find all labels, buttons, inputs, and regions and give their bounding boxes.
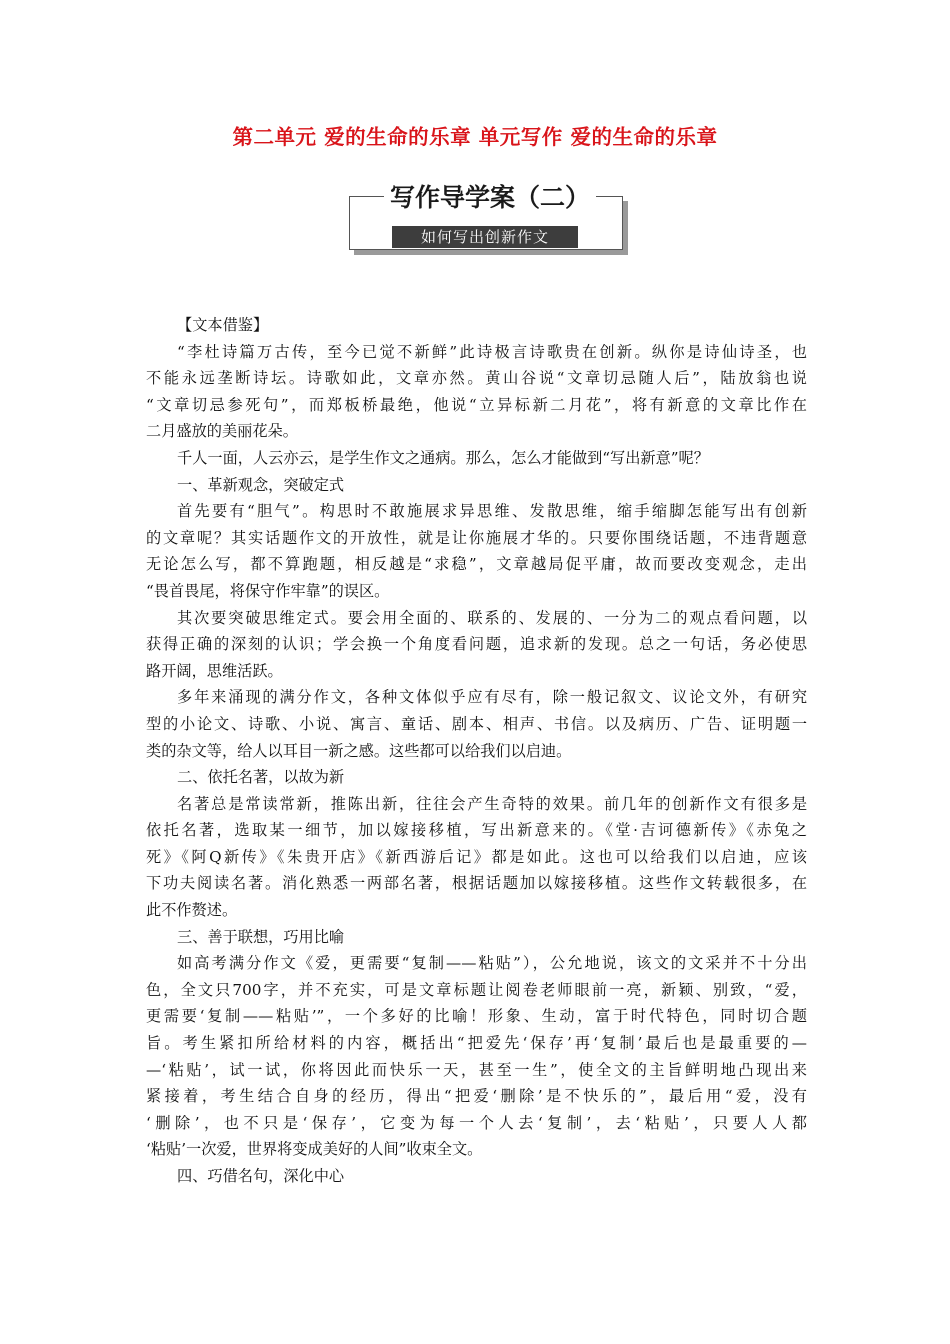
text-line: “畏首畏尾，将保守作牢靠”的误区。 — [146, 581, 390, 600]
text-line: 型的小论文、诗歌、小说、寓言、童话、剧本、相声、书信。以及病历、广告、证明题一 — [146, 714, 807, 733]
page-title: 第二单元 爱的生命的乐章 单元写作 爱的生命的乐章 — [232, 125, 718, 149]
text-line: 如高考满分作文《爱，更需要“复制——粘贴”），公允地说，该文的文采并不十分出 — [177, 954, 807, 973]
text-line: 其次要突破思维定式。要会用全面的、联系的、发展的、一分为二的观点看问题，以 — [177, 608, 807, 627]
banner-title-text: 写作导学案（二） — [384, 183, 596, 212]
text-line: 下功夫阅读名著。消化熟悉一两部名著，根据话题加以嫁接移植。这些作文转载很多，在 — [146, 874, 807, 893]
article-body — [146, 312, 807, 1190]
text-line: 四、巧借名句，深化中心 — [177, 1167, 345, 1185]
text-line: 三、善于联想，巧用比喻 — [177, 927, 345, 946]
text-line: ‘粘贴’一次爱，世界将变成美好的人间”收束全文。 — [146, 1140, 483, 1159]
text-line: 二月盛放的美丽花朵。 — [146, 422, 298, 441]
text-line: 更需要‘复制——粘贴’”，一个多好的比喻！形象、生动，富于时代特色，同时切合题 — [146, 1007, 807, 1026]
text-line: 多年来涌现的满分作文，各种文体似乎应有尽有，除一般记叙文、议论文外，有研究 — [177, 688, 807, 707]
text-line: 依托名著，选取某一细节，加以嫁接移植，写出新意来的。《堂·吉诃德新传》《赤兔之 — [146, 821, 807, 840]
text-line: 紧接着，考生结合自身的经历，得出“把爱‘删除’是不快乐的”，最后用“爱，没有 — [146, 1087, 807, 1106]
text-line: 获得正确的深刻的认识；学会换一个角度看问题，追求新的发现。总之一句话，务必使思 — [146, 635, 807, 654]
text-line: “李杜诗篇万古传，至今已觉不新鲜”此诗极言诗歌贵在创新。纵你是诗仙诗圣，也 — [177, 342, 807, 361]
text-line: 二、依托名著，以故为新 — [177, 768, 345, 787]
text-line: 此不作赘述。 — [146, 901, 238, 920]
text-line: 千人一面，人云亦云，是学生作文之通病。那么，怎么才能做到“写出新意”呢？ — [177, 448, 709, 467]
text-line: 路开阔，思维活跃。 — [146, 661, 283, 680]
text-line: 无论怎么写，都不算跑题，相反越是“求稳”，文章越局促平庸，故而要改变观念，走出 — [146, 555, 807, 574]
text-line: 不能永远垄断诗坛。诗歌如此，文章亦然。黄山谷说“文章切忌随人后”，陆放翁也说 — [146, 369, 807, 388]
text-line: 【文本借鉴】 — [177, 316, 269, 334]
text-line: 一、革新观念，突破定式 — [177, 475, 345, 494]
banner-subtitle: 如何写出创新作文 — [392, 226, 578, 248]
section-banner — [349, 182, 630, 254]
text-line: 旨。考生紧扣所给材料的内容，概括出“把爱先‘保存’再‘复制’最后也是最重要的— — [146, 1034, 807, 1053]
text-line: ‘删除’，也不只是‘保存’，它变为每一个人去‘复制’，去‘粘贴’，只要人人都 — [146, 1113, 807, 1132]
text-line: 类的杂文等，给人以耳目一新之感。这些都可以给我们以启迪。 — [146, 741, 572, 760]
text-line: 死》《阿Q新传》《朱贵开店》《新西游后记》都是如此。这也可以给我们以启迪，应该 — [146, 847, 807, 866]
text-line: 的文章呢？其实话题作文的开放性，就是让你施展才华的。只要你围绕话题，不违背题意 — [146, 528, 807, 547]
text-line: 首先要有“胆气”。构思时不敢施展求异思维、发散思维，缩手缩脚怎能写出有创新 — [177, 502, 807, 521]
text-line: 名著总是常读常新，推陈出新，往往会产生奇特的效果。前几年的创新作文有很多是 — [177, 794, 807, 813]
text-line: —‘粘贴’，试一试，你将因此而快乐一天，甚至一生”，使全文的主旨鲜明地凸现出来 — [146, 1060, 807, 1079]
text-line: 色，全文只700字，并不充实，可是文章标题让阅卷老师眼前一亮，新颖、别致，“爱， — [146, 980, 807, 999]
text-line: “文章切忌参死句”，而郑板桥最绝，他说“立异标新二月花”，将有新意的文章比作在 — [146, 395, 807, 414]
banner-title — [359, 182, 621, 214]
